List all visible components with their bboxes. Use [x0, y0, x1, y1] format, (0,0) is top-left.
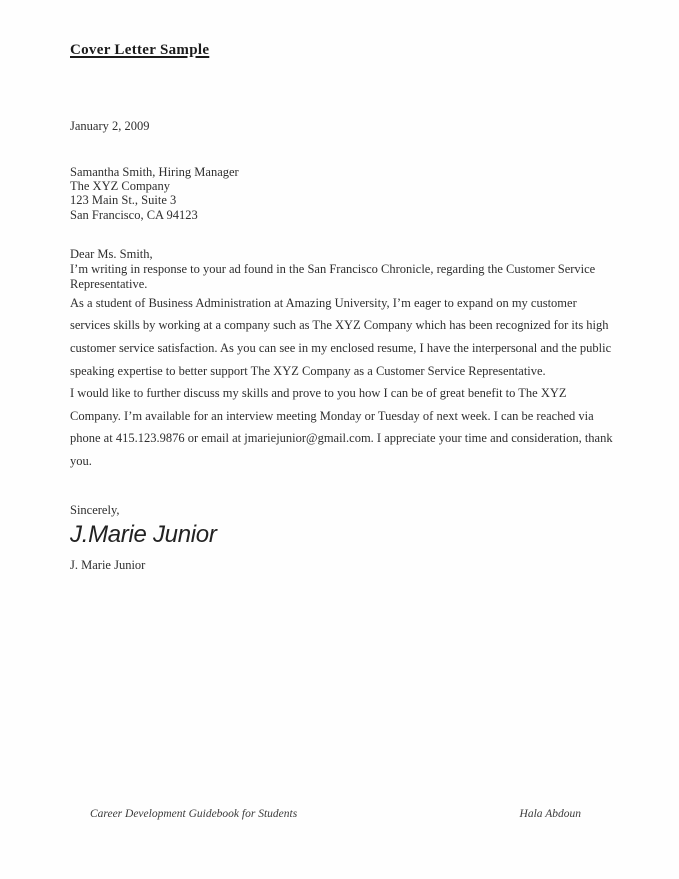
recipient-address-block [70, 165, 615, 222]
closing-line: Sincerely, [70, 502, 120, 517]
recipient-street-line: 123 Main St., Suite 3 [70, 193, 177, 208]
paragraph-body: As a student of Business Administration at Amazing University, I’m eager to expand on my customer services skills by working at a company such as The XYZ Company which has been recognized for its high customer service satisfaction. As you can see in my enclosed resume, I have the interpersonal and the public speaking expertise to better support The XYZ Company as a Customer Service Representative. [70, 295, 612, 378]
paragraph-intro: I’m writing in response to your ad found in the San Francisco Chronicle, regarding the Customer Service Representative. [70, 261, 596, 291]
handwritten-signature: J.Marie Junior [70, 520, 217, 548]
page-title: Cover Letter Sample [70, 42, 210, 58]
paragraph-closing: I would like to further discuss my skills and prove to you how I can be of great benefit to The XYZ Company. I’m available for an interview meeting Monday or Tuesday of next week. I can be reached via phone at 415.123.9876 or email at jmariejunior@gmail.com. I appreciate your time and consideration, thank you. [70, 386, 613, 468]
typed-name: J. Marie Junior [70, 557, 146, 572]
footer-author: Hala Abdoun [519, 808, 581, 820]
recipient-company-line: The XYZ Company [70, 179, 170, 194]
footer-book-title: Career Development Guidebook for Students [90, 808, 298, 820]
recipient-name-line: Samantha Smith, Hiring Manager [70, 165, 239, 179]
recipient-city-line: San Francisco, CA 94123 [70, 207, 198, 222]
footer [0, 808, 679, 820]
salutation: Dear Ms. Smith, [70, 246, 153, 261]
letter-date: January 2, 2009 [70, 119, 150, 133]
